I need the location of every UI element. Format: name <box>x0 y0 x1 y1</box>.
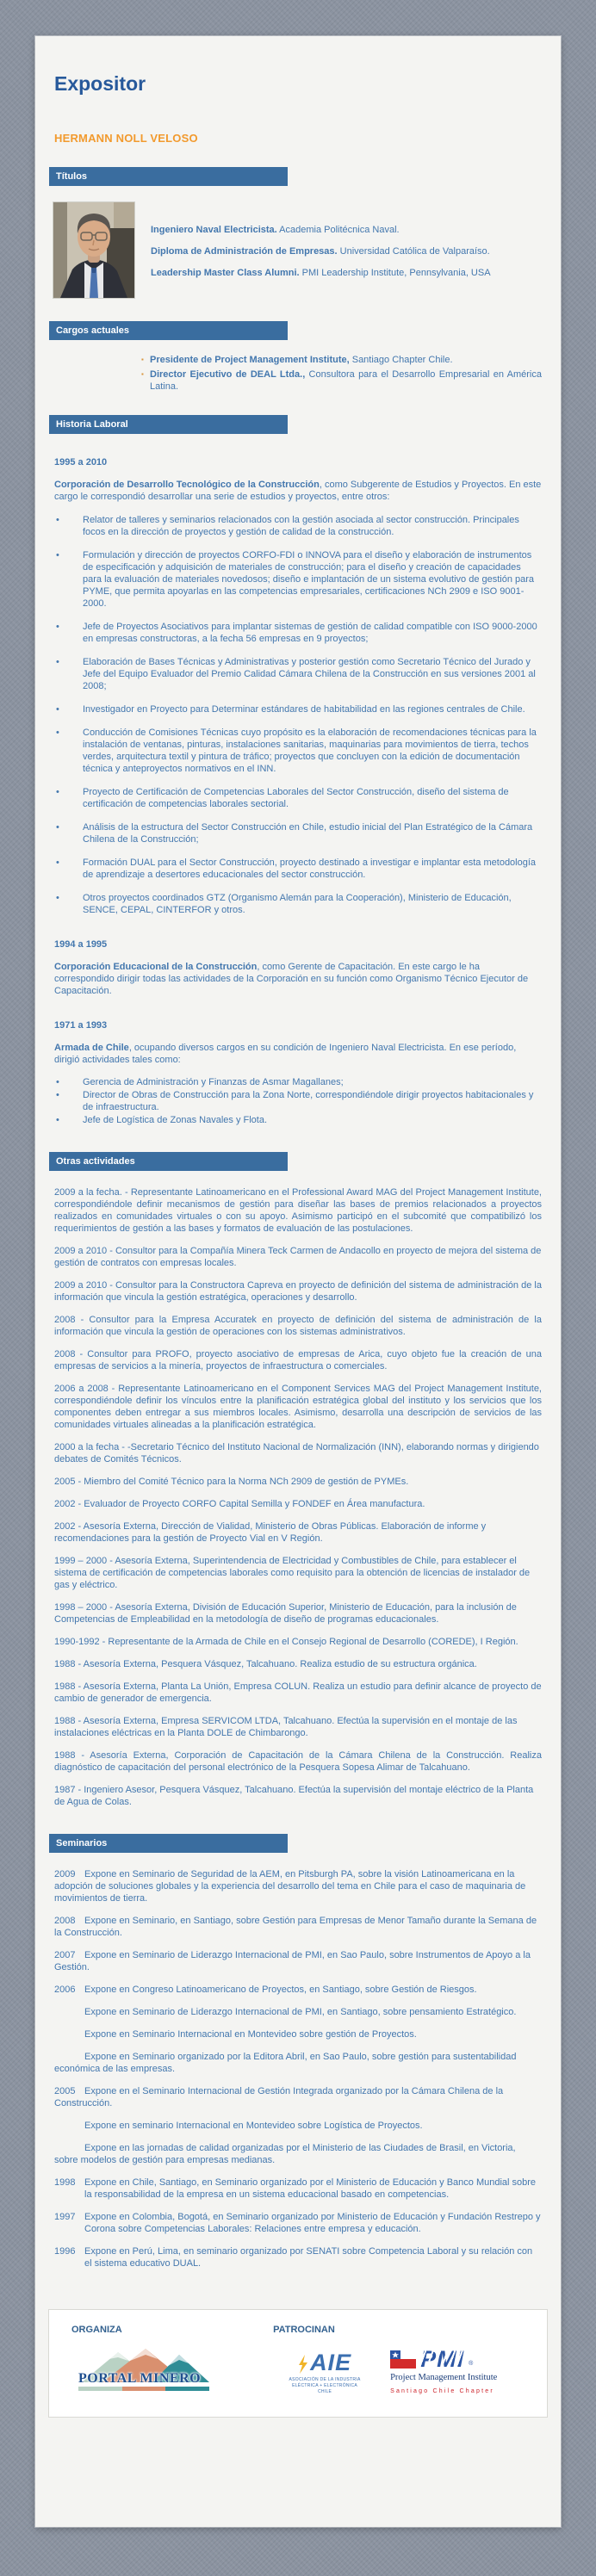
aie-wordmark: AIE <box>310 2349 352 2375</box>
seminar-year: 2009 <box>54 1869 76 1879</box>
activity-item: 1988 - Asesoría Externa, Empresa SERVICOM LTDA, Talcahuano. Efectúa la supervisión en el montaje de las instalaciones eléctricas en la Planta DOLE de Chimbarongo. <box>54 1716 518 1738</box>
period-range: 1971 a 1993 <box>54 1020 108 1031</box>
period-range: 1995 a 2010 <box>54 457 108 468</box>
bullet-icon: • <box>56 704 59 715</box>
portal-minero-wordmark: PORTAL MINERO <box>78 2371 202 2386</box>
seminar-item: 2009 Expone en Seminario de Seguridad de la AEM, en Pitsburgh PA, sobre la visión Latinoamericana en la adopción de soluciones globales y la experiencia del desarrollo del tema en Chile para el caso de maquinaria de movimientos de tierra. <box>54 1869 526 1904</box>
bullet-icon: • <box>56 858 59 868</box>
square-bullet-icon: ▪ <box>141 370 144 378</box>
portal-minero-bar <box>78 2387 209 2391</box>
titulo-item: Leadership Master Class Alumni. PMI Leadership Institute, Pennsylvania, USA <box>151 268 491 278</box>
portrait-image <box>53 202 134 298</box>
chile-flag-icon <box>390 2350 416 2369</box>
seminar-year: 1997 <box>54 2212 76 2222</box>
activity-item: 1990-1992 - Representante de la Armada de Chile en el Consejo Regional de Desarrollo (COREDE), I Región. <box>54 1637 518 1647</box>
otras-section <box>54 1186 542 1808</box>
bullet-icon: • <box>56 893 59 903</box>
activity-item: 2008 - Consultor para PROFO, proyecto asociativo de empresas de Arica, cuyo objeto fue la creación de una empresas de servicios a la minería, proyectos de infraestructura o comerciales. <box>54 1349 542 1372</box>
seminar-year: 2007 <box>54 1950 76 1960</box>
seminar-item: Expone en las jornadas de calidad organizadas por el Ministerio de las Ciudades de Brasil, en Victoria, sobre modelos de gestión para empresas medianas. <box>54 2143 516 2165</box>
historia-bullet: • Proyecto de Certificación de Competencias Laborales del Sector Construcción, diseño del sistema de certificación de competencias laborales sectorial. <box>56 787 509 809</box>
titulo-item: Ingeniero Naval Electricista. Academia Politécnica Naval. <box>151 225 400 235</box>
bullet-icon: • <box>56 787 59 797</box>
titulo-item: Diploma de Administración de Empresas. Universidad Católica de Valparaíso. <box>151 246 490 257</box>
page-title: Expositor <box>54 72 146 95</box>
activity-item: 2009 a 2010 - Consultor para la Constructora Capreva en proyecto de definición del sistema de administración de la información que vincula la gestión estratégica, operaciones y desarrollo. <box>54 1280 542 1303</box>
pmi-wordmark: PMI <box>420 2346 465 2372</box>
section-header-titulos: Títulos <box>49 167 288 186</box>
historia-bullet: • Análisis de la estructura del Sector Construcción en Chile, estudio inicial del Plan Estratégico de la Cámara Chilena de la Construcción; <box>56 822 533 845</box>
activity-item: 2002 - Asesoría Externa, Dirección de Vialidad, Ministerio de Obras Públicas. Elaboración de informe y recomendaciones para la gestión de Proyecto Vial en V Región. <box>54 1521 487 1544</box>
pmi-chapter-text: Santiago Chile Chapter <box>390 2388 494 2394</box>
speaker-photo <box>53 201 135 299</box>
speaker-name: HERMANN NOLL VELOSO <box>54 132 198 145</box>
activity-item: 2006 a 2008 - Representante Latinoamericano en el Component Services MAG del Project Management Institute, correspondiéndole definir los vínculos entre la planificación estratégica global del instituto y los servicios que los componentes deben entregar a sus miembros locales. Asimismo, desarrolla una descripción de servicios de las comunidades virtuales alineadas a la planificación estratégica. <box>54 1384 542 1430</box>
bullet-icon: • <box>56 515 59 525</box>
section-header-historia: Historia Laboral <box>49 415 288 434</box>
organiza-label: ORGANIZA <box>71 2325 122 2335</box>
cargo-item: ▪ Presidente de Project Management Institute, Santiago Chapter Chile. <box>141 355 453 365</box>
period-summary: Corporación Educacional de la Construcción, como Gerente de Capacitación. En este cargo le ha correspondido dirigir todas las actividades de la Corporación en su función como Organismo Técnico Ejecutor de Capacitación. <box>54 962 529 996</box>
seminar-year: 1996 <box>54 2246 76 2257</box>
seminar-item: 2008 Expone en Seminario, en Santiago, sobre Gestión para Empresas de Menor Tamaño durante la Semana de la Construcción. <box>54 1916 537 1938</box>
seminar-item: 1997 Expone en Colombia, Bogotá, en Seminario organizado por Ministerio de Educación y Fundación Restrepo y Corona sobre Competencias Laborales: Relaciones entre empresa y educación. <box>54 2212 541 2234</box>
seminar-item: 1996 Expone en Perú, Lima, en seminario organizado por SENATI sobre Competencia Laboral y su relación con el sistema educativo DUAL. <box>54 2246 533 2269</box>
historia-bullet: • Jefe de Logística de Zonas Navales y Flota. <box>56 1115 268 1125</box>
activity-item: 1988 - Asesoría Externa, Planta La Unión, Empresa COLUN. Realiza un estudio para definir alcance de proyecto de cambio de generador de emergencia. <box>54 1681 542 1704</box>
activity-item: 1987 - Ingeniero Asesor, Pesquera Vásquez, Talcahuano. Efectúa la supervisión del montaje eléctrico de la Planta de Agua de Colas. <box>54 1785 534 1807</box>
seminar-item: Expone en Seminario de Liderazgo Internacional de PMI, en Santiago, sobre pensamiento Estratégico. <box>84 2007 517 2017</box>
seminarios-section <box>54 1868 542 2269</box>
bullet-icon: • <box>56 657 59 667</box>
bullet-icon: • <box>56 622 59 632</box>
seminar-year: 2006 <box>54 1985 76 1995</box>
historia-bullet: • Formación DUAL para el Sector Construcción, proyecto destinado a investigar e implantar esta metodología de aprendizaje a desertores educacionales del sector construcción. <box>56 858 537 880</box>
seminar-item: 1998 Expone en Chile, Santiago, en Seminario organizado por el Ministerio de Educación y Banco Mundial sobre la responsabilidad de la empresa en un sistema educacional basado en competencias. <box>54 2177 537 2200</box>
historia-bullet: • Gerencia de Administración y Finanzas de Asmar Magallanes; <box>56 1077 344 1087</box>
activity-item: 2000 a la fecha - -Secretario Técnico del Instituto Nacional de Normalización (INN), elaborando normas y dirigiendo debates de Comités Técnicos. <box>54 1442 539 1464</box>
bullet-icon: • <box>56 1090 59 1100</box>
patrocinan-label: PATROCINAN <box>273 2325 335 2335</box>
seminar-item: 2005 Expone en el Seminario Internacional de Gestión Integrada organizado por la Cámara Chilena de la Construcción. <box>54 2086 504 2108</box>
organiza-column <box>71 2324 273 2398</box>
seminar-item: Expone en Seminario organizado por la Editora Abril, en Sao Paulo, sobre gestión para sustentabilidad económica de las empresas. <box>54 2052 517 2074</box>
historia-bullet: • Relator de talleres y seminarios relacionados con la gestión asociada al sector construcción. Principales focos en la dirección de proyectos y gestión de calidad de la construcción. <box>56 515 519 537</box>
activity-item: 1988 - Asesoría Externa, Pesquera Vásquez, Talcahuano. Realiza estudio de su estructura orgánica. <box>54 1659 477 1669</box>
activity-item: 1988 - Asesoría Externa, Corporación de Capacitación de la Cámara Chilena de la Construcción. Realiza diagnóstico de capacitación del personal electrónico de la Pesquera Sopesa Alimar de Talcahuano. <box>54 1750 542 1773</box>
titulos-section <box>54 201 542 299</box>
cargo-item: ▪ Director Ejecutivo de DEAL Ltda., Consultora para el Desarrollo Empresarial en América Latina. <box>141 369 542 392</box>
historia-bullet: • Conducción de Comisiones Técnicas cuyo propósito es la elaboración de recomendaciones técnicas para la instalación de ventanas, pinturas, instalaciones sanitarias, maquinarias para movimientos de tierra, techos verdes, arquitectura textil y pintura de tráfico; proyectos que concluyen con la edición de documentación técnica y anteproyectos normativos en el INN. <box>56 728 537 774</box>
seminar-item: Expone en seminario Internacional en Montevideo sobre Logística de Proyectos. <box>84 2121 423 2131</box>
historia-bullet: • Elaboración de Bases Técnicas y Administrativas y posterior gestión como Secretario Técnico del Jurado y Jefe del Equipo Evaluador del Premio Calidad Cámara Chilena de la Construcción en sus versiones 2001 al 2008; <box>56 657 536 691</box>
lightning-icon <box>298 2355 308 2374</box>
period-range: 1994 a 1995 <box>54 939 108 950</box>
historia-bullet: • Jefe de Proyectos Asociativos para implantar sistemas de gestión de calidad compatible con ISO 9000-2000 en empresas constructoras, a la fecha 56 empresas en 9 proyectos; <box>56 622 537 644</box>
cargos-section <box>54 354 542 393</box>
activity-item: 1998 – 2000 - Asesoría Externa, División de Educación Superior, Ministerio de Educación, para la inclusión de Competencias de Empleabilidad en la metodología de diseño de programas educacionales. <box>54 1602 517 1625</box>
aie-logo[interactable] <box>285 2351 364 2395</box>
bullet-icon: • <box>56 728 59 738</box>
pmi-logo[interactable] <box>390 2348 500 2398</box>
registered-mark: ® <box>469 2361 474 2367</box>
pmi-institute-text: Project Management Institute <box>390 2373 498 2382</box>
footer-sponsors <box>48 2309 548 2418</box>
activity-item: 2002 - Evaluador de Proyecto CORFO Capital Semilla y FONDEF en Área manufactura. <box>54 1499 425 1509</box>
section-header-cargos: Cargos actuales <box>49 321 288 340</box>
activity-item: 2008 - Consultor para la Empresa Accuratek en proyecto de definición del sistema de administración de la información que vincula la gestión de operaciones con los sistemas administrativos. <box>54 1315 542 1337</box>
seminar-year: 2008 <box>54 1916 76 1926</box>
activity-item: 2009 a 2010 - Consultor para la Compañía Minera Teck Carmen de Andacollo en proyecto de mejora del sistema de gestión de contratos con empresas locales. <box>54 1246 542 1268</box>
seminar-year: 2005 <box>54 2086 76 2096</box>
section-header-seminarios: Seminarios <box>49 1834 288 1853</box>
historia-bullet: • Formulación y dirección de proyectos CORFO-FDI o INNOVA para el diseño y elaboración de instrumentos de especificación y adquisición de materiales de construcción; para el diseño y creación de capacidades para la evaluación de materiales novedosos; diseño e implantación de un sistema evolutivo de gestión para PYME, que permita apoyarlas en las competencias empresariales, certificaciones NCh 2909 e ISO 9001-2000. <box>56 550 535 609</box>
historia-bullet: • Otros proyectos coordinados GTZ (Organismo Alemán para la Cooperación), Ministerio de Educación, SENCE, CEPAL, CINTERFOR y otros. <box>56 893 512 915</box>
bullet-icon: • <box>56 550 59 560</box>
seminar-item: Expone en Seminario Internacional en Montevideo sobre gestión de Proyectos. <box>84 2029 417 2040</box>
seminar-item: 2006 Expone en Congreso Latinoamericano de Proyectos, en Santiago, sobre Gestión de Riesgos. <box>54 1985 477 1995</box>
bullet-icon: • <box>56 1077 59 1087</box>
aie-caption: ASOCIACIÓN DE LA INDUSTRIA ELÉCTRICA + ELECTRÓNICA CHILE <box>289 2376 361 2394</box>
page-card <box>35 36 561 2527</box>
historia-bullet: • Investigador en Proyecto para Determinar estándares de habitabilidad en las regiones centrales de Chile. <box>56 704 525 715</box>
period-summary: Armada de Chile, ocupando diversos cargos en su condición de Ingeniero Naval Electricista. En ese período, dirigió actividades tales como: <box>54 1043 517 1065</box>
historia-bullet: • Director de Obras de Construcción para la Zona Norte, correspondiéndole dirigir proyectos habitacionales y de infraestructura. <box>56 1090 534 1112</box>
square-bullet-icon: ▪ <box>141 356 144 363</box>
period-summary: Corporación de Desarrollo Tecnológico de la Construcción, como Subgerente de Estudios y Proyectos. En este cargo le correspondió desarrollar una serie de estudios y proyectos, entre otros: <box>54 480 542 502</box>
seminar-year: 1998 <box>54 2177 76 2188</box>
bullet-icon: • <box>56 822 59 833</box>
historia-section <box>54 456 542 1126</box>
seminar-item: 2007 Expone en Seminario de Liderazgo Internacional de PMI, en Sao Paulo, sobre Instrumentos de Apoyo a la Gestión. <box>54 1950 531 1972</box>
activity-item: 1999 – 2000 - Asesoría Externa, Superintendencia de Electricidad y Combustibles de Chile, para establecer el sistema de certificación de competencias laborales como requisito para la obtención de licencias de instalador de gas y eléctrico. <box>54 1556 531 1590</box>
patrocinan-column <box>273 2324 530 2398</box>
activity-item: 2009 a la fecha. - Representante Latinoamericano en el Professional Award MAG del Project Management Institute, correspondiéndole definir mecanismos de gestión para diseñar las bases de premios relacionados a proyectos realizados en comunidades virtuales o con su apoyo. Asimismo participó en el subcomité que compatibilizó los requerimientos de gestión a las bases y formatos de evaluación de las postulaciones. <box>54 1187 542 1234</box>
section-header-otras: Otras actividades <box>49 1152 288 1171</box>
bullet-icon: • <box>56 1115 59 1125</box>
portal-minero-logo[interactable] <box>78 2348 214 2391</box>
activity-item: 2005 - Miembro del Comité Técnico para la Norma NCh 2909 de gestión de PYMEs. <box>54 1477 409 1487</box>
